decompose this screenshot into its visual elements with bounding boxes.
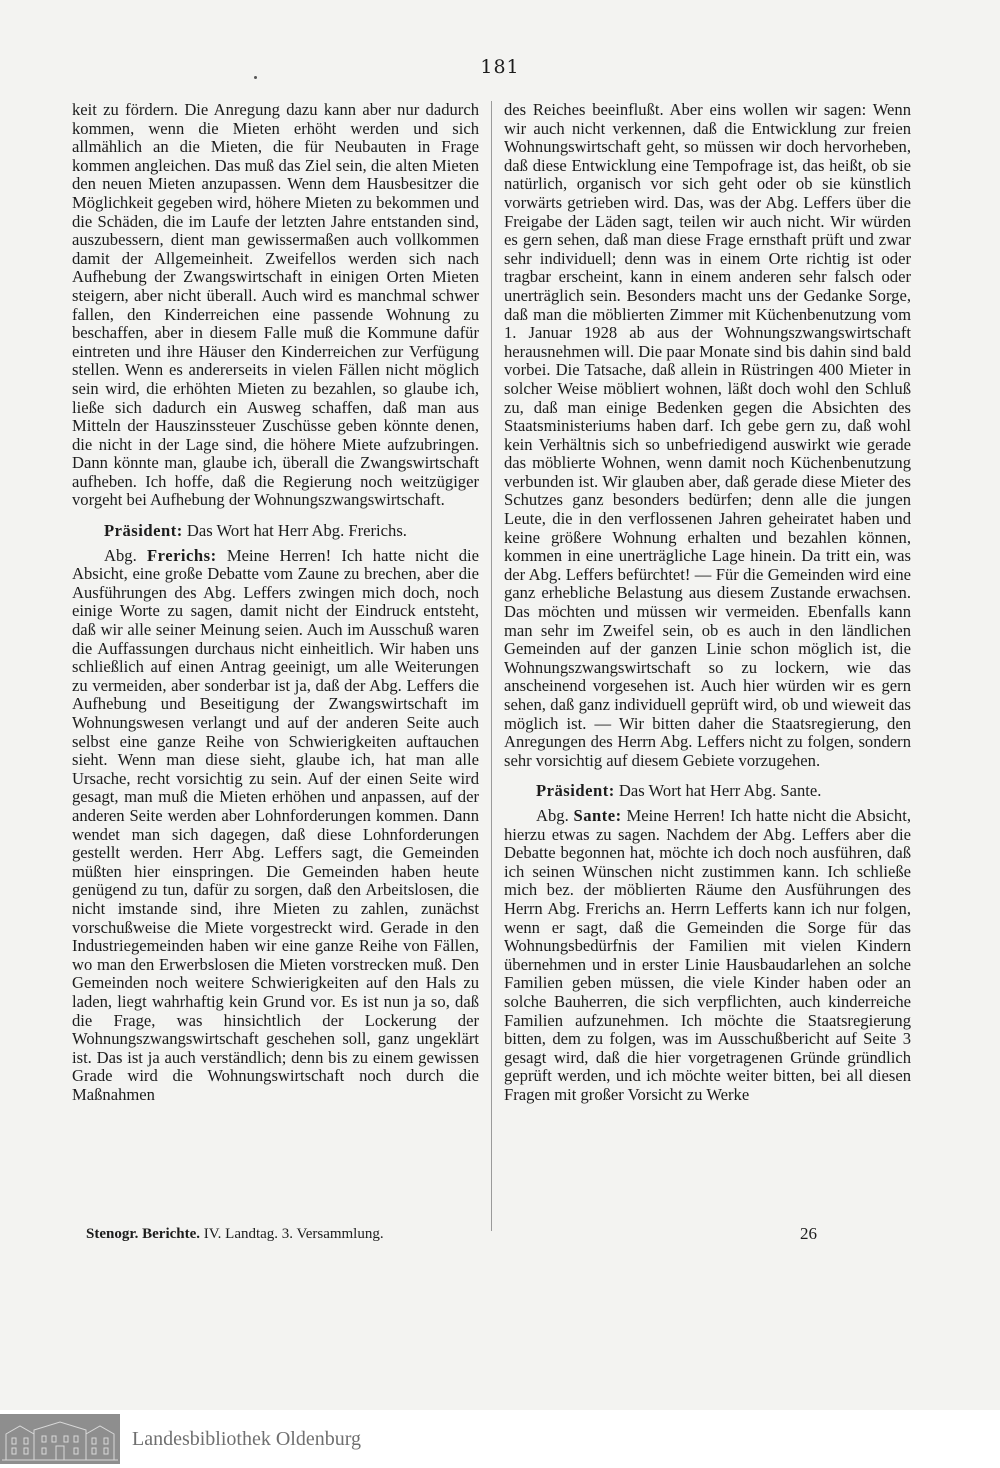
- remark-text: Das Wort hat Herr Abg. Frerichs.: [186, 521, 407, 541]
- speaker-label: Frerichs:: [147, 545, 217, 565]
- speaker-label: Präsident:: [104, 521, 183, 541]
- speech-text: Meine Herren! Ich hatte nicht die Absicht, hierzu etwas zu sagen. Nachdem der Abg. Leffers aber die Debatte begonnen hat, möchte ich doch noch ausführen, daß ich seinen Wünschen nicht zustimmen kann. Ich schließe mich bez. der möblierten Räume den Ausführungen des Herrn Abg. Frerichs an. Herrn Lefferts kann ich nur folgen, wenn er sagt, daß die Gemeinden die Sorge für das Wohnungsbedürfnis der Familien mit vielen Kindern übernehmen und in erster Linie Hausbaudarlehen an solche Familien geben müssen, die viele Kinder haben oder an solche Bauherren, die sich verpflichten, auch kinderreiche Familien aufzunehmen. Ich möchte die Staatsregierung bitten, dem zu folgen, was im Ausschußbericht auf Seite 3 gesagt wird, daß die hier vorgetragenen Gründe gründlich geprüft werden, und ich möchte weiter bitten, bei all diesen Fragen mit großer Vorsicht zu Werke: [504, 805, 911, 1104]
- left-column: [72, 101, 479, 1104]
- column-divider: [491, 101, 492, 1231]
- library-name: Landesbibliothek Oldenburg: [132, 1428, 362, 1450]
- speaker-label: Sante:: [573, 805, 622, 825]
- speaker-label: Präsident:: [536, 781, 615, 801]
- left-speech-frerichs: [72, 547, 479, 1105]
- left-paragraph-continued: keit zu fördern. Die Anregung dazu kann aber nur dadurch kommen, wenn die Mieten erhöht werden und sich allmählich an die Mieten, die für Neubauten in Frage kommen angleichen. Das muß das Ziel sein, die alten Mieten den neuen Mieten anzupassen. Wenn dem Hausbesitzer die Möglichkeit gegeben wird, höhere Mieten zu bekommen und die Schäden, die im Laufe der letzten Jahre entstanden sind, auszubessern, dient man gewissermaßen auch vollkommen damit der Allgemeinheit. Zweifellos werden sich nach Aufhebung der Zwangswirtschaft in einigen Orten Mieten steigern, aber nicht überall. Auch wird es manchmal schwer fallen, den Kinderreichen eine passende Wohnung zu beschaffen, aber in diesem Falle muß die Kommune dafür eintreten und ihre Häuser den Kinderreichen zur Verfügung stellen. Wenn es andererseits in vielen Fällen nicht möglich sein wird, die erhöhten Mieten zu bezahlen, so glaube ich, ließe sich dadurch ein Ausweg schaffen, daß man aus Mitteln der Hauszinssteuer Zuschüsse geben könnte denen, die nicht in der Lage sind, die höhere Miete aufzubringen. Dann könnte man, glaube ich, überall die Zwangswirtschaft aufheben. Ich hoffe, daß die Regierung noch weitzügiger vorgeht bei Aufhebung der Wohnungszwangswirtschaft.: [72, 100, 479, 510]
- footer-source-line: [86, 1226, 384, 1243]
- footer-sheet-number: 26: [800, 1224, 817, 1243]
- right-speech-sante: [504, 807, 911, 1105]
- speech-text: Meine Herren! Ich hatte nicht die Absicht, eine große Debatte vom Zaune zu brechen, aber die Ausführungen des Abg. Leffers zwingen mich doch, noch einige Worte zu sagen, damit nicht der Eindruck entsteht, daß wir alle seiner Meinung seien. Auch im Ausschuß waren die Auffassungen durchaus nicht einheitlich. Wir haben uns schließlich auf einen Antrag geeinigt, um alle Weiterungen zu vermeiden, aber sonderbar ist ja, daß der Abg. Leffers die Aufhebung und Beseitigung der Zwangswirtschaft im Wohnungswesen verlangt und auf der anderen Seite auch selbst eine ganze Reihe von Schwierigkeiten auftauchen sieht. Wenn man diese sieht, glaube ich, hat man alle Ursache, recht vorsichtig zu sein. Auf der einen Seite wird gesagt, man muß die Mieten erhöhen und anpassen, auf der anderen Seite werden aber Lohnforderungen kommen. Dann wendet man sich dagegen, daß diese Lohnforderungen gestellt werden. Herr Abg. Leffers sagt, die Gemeinden müßten hier einspringen. Die Gemeinden haben heute genügend zu tun, dafür zu sorgen, daß den Arbeitslosen, die nicht imstande sind, ihre Mieten zu zahlen, zunächst vorschußweise die Miete vorgestreckt wird. Gerade in den Industriegemeinden haben wir eine ganze Reihe von Fällen, wo man den Erwerbslosen die Mieten vorstrecken muß. Den Gemeinden noch weitere Schwierigkeiten auf den Hals zu laden, liegt wahrhaftig kein Grund vor. Es ist nun ja so, daß die Frage, was hinsichtlich der Lockerung der Wohnungszwangswirtschaft geschehen soll, ganz ungeklärt ist. Das ist ja auch verständlich; denn bis zu einem gewissen Grade wird die Wohnungswirtschaft noch durch die Maßnahmen: [72, 545, 480, 1104]
- right-president-remark: [504, 782, 911, 801]
- ink-speck: [254, 76, 257, 79]
- footer-source: Stenogr. Berichte.: [86, 1226, 201, 1242]
- library-building-icon: [0, 1414, 120, 1464]
- remark-text: Das Wort hat Herr Abg. Sante.: [618, 781, 822, 801]
- right-paragraph-continued: des Reiches beeinflußt. Aber eins wollen wir sagen: Wenn wir auch nicht verkennen, daß die Entwicklung zur freien Wohnungswirtschaft geht, so müssen wir doch hervorheben, daß diese Entwicklung eine Tempofrage ist, das heißt, ob sie natürlich, organisch vor sich geht oder ob sie künstlich vorwärts getrieben wird. Das, was der Abg. Leffers über die Freigabe der Läden sagt, teilen wir auch nicht. Wir würden es gern sehen, daß man diese Frage ernsthaft prüft und zwar sehr individuell; denn was in einem Orte richtig ist oder tragbar erscheint, kann in einem anderen sehr falsch oder unerträglich sein. Besonders macht uns der Gedanke Sorge, daß man die möblierten Zimmer mit Küchenbenutzung vom 1. Januar 1928 ab aus der Wohnungszwangswirtschaft herausnehmen will. Die paar Monate sind bis dahin sind bald vorbei. Die Tatsache, daß allein in Rüstringen 400 Mieter in solcher Weise möbliert wohnen, läßt doch wohl den Schluß zu, daß man einige Bedenken gegen die Absichten des Staatsministeriums haben darf. Ich gebe gern zu, daß wohl kein Verhältnis sich so unbefriedigend auswirkt wie gerade das möblierte Wohnen, wenn damit noch Küchenbenutzung verbunden ist. Wir glauben aber, daß gerade diese Mieter des Schutzes ganz besonders bedürfen; denn alle die jungen Leute, die in den verflossenen Jahren geheiratet haben und keine größere Wohnung erhalten und bezahlen können, kommen in eine unerträgliche Lage hinein. Da tritt ein, was der Abg. Leffers befürchtet! — Für die Gemeinden wird eine ganz erhebliche Belastung aus diesem Zustande erwachsen. Das möchten und müssen wir vermeiden. Ebenfalls kann man sehr im Zweifel sein, ob es auch in den ländlichen Gemeinden auf der ganzen Linie schon möglich ist, die Wohnungszwangswirtschaft so zu lockern, wie das anscheinend vorgesehen ist. Auch hier würden wir es gern sehen, daß ganz individuell geprüft wird, ob und wieweit das möglich ist. — Wir bitten daher die Staatsregierung, den Anregungen des Herrn Abg. Leffers nicht zu folgen, sondern sehr vorsichtig auf diesem Gebiete vorzugehen.: [504, 100, 911, 770]
- left-president-remark: [72, 522, 479, 541]
- speaker-prefix: Abg.: [536, 805, 569, 825]
- right-column: [504, 101, 911, 1104]
- library-building-logo: [0, 1414, 120, 1464]
- footer-details: IV. Landtag. 3. Versammlung.: [203, 1226, 384, 1242]
- page-number: 181: [480, 56, 520, 78]
- speaker-prefix: Abg.: [104, 545, 137, 565]
